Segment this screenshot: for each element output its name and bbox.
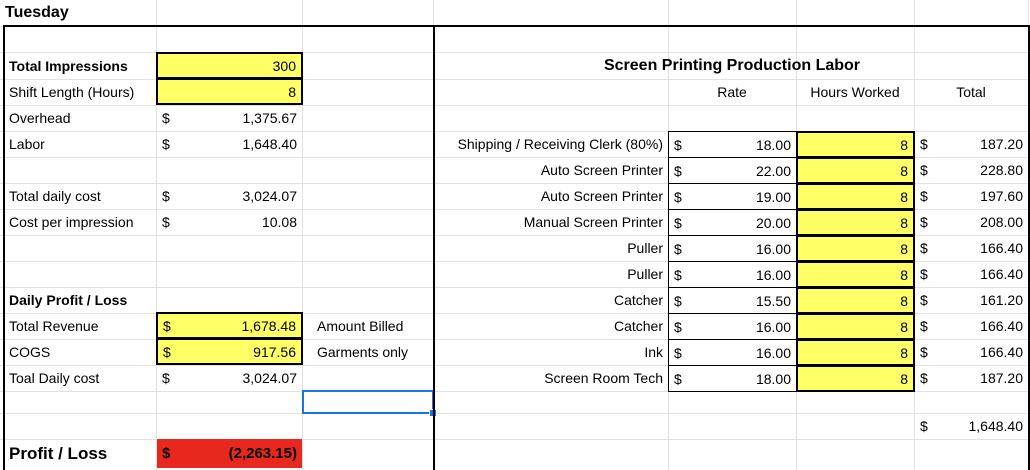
labor-role[interactable]: Auto Screen Printer: [540, 188, 663, 204]
labor-rate-value: 18.00: [755, 136, 791, 153]
total-daily-cost2-cell[interactable]: [157, 365, 302, 391]
currency-sign: $: [920, 344, 928, 360]
labor-hours-input[interactable]: 8: [796, 183, 915, 210]
col-header-hours[interactable]: Hours Worked: [810, 84, 900, 100]
labor-total-value: 197.60: [980, 188, 1023, 204]
total-daily-cost2-value: 3,024.07: [242, 370, 297, 386]
currency-sign: $: [674, 370, 682, 387]
labor-total-cell[interactable]: [915, 183, 1028, 209]
labor-total-cell[interactable]: [915, 209, 1028, 235]
labor-hours-input[interactable]: 8: [796, 131, 915, 158]
total-impressions-input[interactable]: 300: [156, 52, 303, 79]
labor-rate-value: 15.50: [755, 292, 791, 309]
overhead-label[interactable]: Overhead: [9, 110, 71, 126]
labor-role[interactable]: Catcher: [613, 318, 663, 334]
labor-rate-value: 19.00: [755, 188, 791, 205]
labor-total-value: 208.00: [980, 214, 1023, 230]
labor-role[interactable]: Manual Screen Printer: [523, 214, 663, 230]
labor-total-cell[interactable]: [915, 313, 1028, 339]
profit-loss-value: (2,263.15): [228, 445, 297, 462]
total-revenue-input[interactable]: [156, 312, 303, 339]
labor-role[interactable]: Auto Screen Printer: [540, 162, 663, 178]
labor-value-cell[interactable]: [157, 131, 302, 157]
labor-rate-value: 16.00: [755, 344, 791, 361]
currency-sign: $: [162, 370, 170, 386]
total-daily-cost-cell[interactable]: [157, 183, 302, 209]
fill-handle[interactable]: [429, 409, 437, 417]
labor-hours-input[interactable]: 8: [796, 339, 915, 366]
labor-rate-value: 16.00: [755, 240, 791, 257]
labor-total-value: 166.40: [980, 240, 1023, 256]
labor-total-cell[interactable]: [915, 261, 1028, 287]
cogs-note[interactable]: Garments only: [317, 344, 409, 360]
currency-sign: $: [920, 292, 928, 308]
labor-rate-cell[interactable]: [668, 313, 797, 340]
col-header-rate[interactable]: Rate: [717, 84, 747, 100]
currency-sign: $: [674, 240, 682, 257]
sheet-title[interactable]: Tuesday: [5, 4, 69, 21]
labor-total-value: 187.20: [980, 370, 1023, 386]
currency-sign: $: [162, 445, 171, 462]
labor-total-cell[interactable]: [915, 157, 1028, 183]
labor-rate-value: 16.00: [755, 266, 791, 283]
total-daily-cost-label[interactable]: Total daily cost: [9, 188, 101, 204]
labor-total-cell[interactable]: [915, 339, 1028, 365]
cost-per-impression-cell[interactable]: [157, 209, 302, 235]
col-header-total[interactable]: Total: [956, 84, 986, 100]
labor-rate-value: 18.00: [755, 370, 791, 387]
currency-sign: $: [674, 266, 682, 283]
currency-sign: $: [674, 292, 682, 309]
labor-role[interactable]: Catcher: [613, 292, 663, 308]
labor-total-value: 187.20: [980, 136, 1023, 152]
labor-total-value: 228.80: [980, 162, 1023, 178]
total-revenue-value: 1,678.48: [241, 317, 296, 334]
labor-rate-value: 16.00: [755, 318, 791, 335]
shift-length-label[interactable]: Shift Length (Hours): [9, 84, 135, 100]
labor-rate-cell[interactable]: [668, 209, 797, 236]
currency-sign: $: [162, 136, 170, 152]
currency-sign: $: [674, 318, 682, 335]
labor-total-cell[interactable]: [915, 287, 1028, 313]
labor-rate-cell[interactable]: [668, 235, 797, 262]
labor-rate-cell[interactable]: [668, 131, 797, 158]
labor-label[interactable]: Labor: [9, 136, 45, 152]
labor-rate-cell[interactable]: [668, 287, 797, 314]
labor-rate-cell[interactable]: [668, 339, 797, 366]
labor-total-value: 166.40: [980, 266, 1023, 282]
labor-hours-input[interactable]: 8: [796, 209, 915, 236]
labor-role[interactable]: Ink: [644, 344, 663, 360]
currency-sign: $: [920, 266, 928, 282]
labor-rate-cell[interactable]: [668, 157, 797, 184]
labor-grand-total: 1,648.40: [968, 418, 1023, 434]
labor-hours-input[interactable]: 8: [796, 313, 915, 340]
labor-role[interactable]: Puller: [627, 240, 663, 256]
labor-hours-input[interactable]: 8: [796, 261, 915, 288]
currency-sign: $: [162, 214, 170, 230]
cogs-value: 917.56: [253, 343, 296, 360]
currency-sign: $: [920, 318, 928, 334]
labor-hours-input[interactable]: 8: [796, 365, 915, 392]
currency-sign: $: [674, 136, 682, 153]
currency-sign: $: [163, 343, 171, 360]
labor-total-cell[interactable]: [915, 131, 1028, 157]
labor-rate-cell[interactable]: [668, 261, 797, 288]
total-daily-cost2-label[interactable]: Toal Daily cost: [9, 370, 100, 386]
cost-per-impression-label[interactable]: Cost per impression: [9, 214, 134, 230]
cogs-label[interactable]: COGS: [9, 344, 51, 360]
currency-sign: $: [674, 214, 682, 231]
cost-per-impression-value: 10.08: [261, 214, 297, 230]
labor-role[interactable]: Puller: [627, 266, 663, 282]
labor-total-value: 166.40: [980, 318, 1023, 334]
total-revenue-label[interactable]: Total Revenue: [9, 318, 99, 334]
daily-profit-loss-heading[interactable]: Daily Profit / Loss: [9, 292, 128, 308]
labor-total-cell[interactable]: [915, 365, 1028, 391]
labor-role[interactable]: Shipping / Receiving Clerk (80%): [457, 136, 663, 152]
profit-loss-label[interactable]: Profit / Loss: [9, 444, 108, 463]
currency-sign: $: [674, 162, 682, 179]
shift-length-input[interactable]: 8: [156, 78, 303, 105]
labor-table-title[interactable]: Screen Printing Production Labor: [603, 56, 861, 74]
currency-sign: $: [674, 188, 682, 205]
overhead-value-cell[interactable]: [157, 105, 302, 131]
currency-sign: $: [163, 317, 171, 334]
currency-sign: $: [920, 162, 928, 178]
currency-sign: $: [920, 214, 928, 230]
labor-rate-value: 22.00: [755, 162, 791, 179]
labor-hours-input[interactable]: 8: [796, 157, 915, 184]
currency-sign: $: [162, 188, 170, 204]
currency-sign: $: [920, 418, 928, 434]
overhead-value: 1,375.67: [242, 110, 297, 126]
currency-sign: $: [674, 344, 682, 361]
profit-loss-value-cell[interactable]: [157, 439, 302, 468]
selected-cell[interactable]: [302, 390, 434, 414]
labor-total-value: 166.40: [980, 344, 1023, 360]
labor-rate-value: 20.00: [755, 214, 791, 231]
currency-sign: $: [920, 240, 928, 256]
currency-sign: $: [920, 188, 928, 204]
currency-sign: $: [162, 110, 170, 126]
total-impressions-label[interactable]: Total Impressions: [9, 58, 128, 74]
labor-value: 1,648.40: [242, 136, 297, 152]
labor-total-value: 161.20: [980, 292, 1023, 308]
total-revenue-note[interactable]: Amount Billed: [317, 318, 404, 334]
cogs-input[interactable]: [156, 338, 303, 365]
labor-total-cell[interactable]: [915, 235, 1028, 261]
labor-hours-input[interactable]: 8: [796, 235, 915, 262]
total-daily-cost-value: 3,024.07: [242, 188, 297, 204]
labor-grand-total-cell[interactable]: [915, 413, 1028, 439]
currency-sign: $: [920, 370, 928, 386]
currency-sign: $: [920, 136, 928, 152]
labor-rate-cell[interactable]: [668, 183, 797, 210]
labor-hours-input[interactable]: 8: [796, 287, 915, 314]
labor-rate-cell[interactable]: [668, 365, 797, 392]
labor-role[interactable]: Screen Room Tech: [544, 370, 663, 386]
